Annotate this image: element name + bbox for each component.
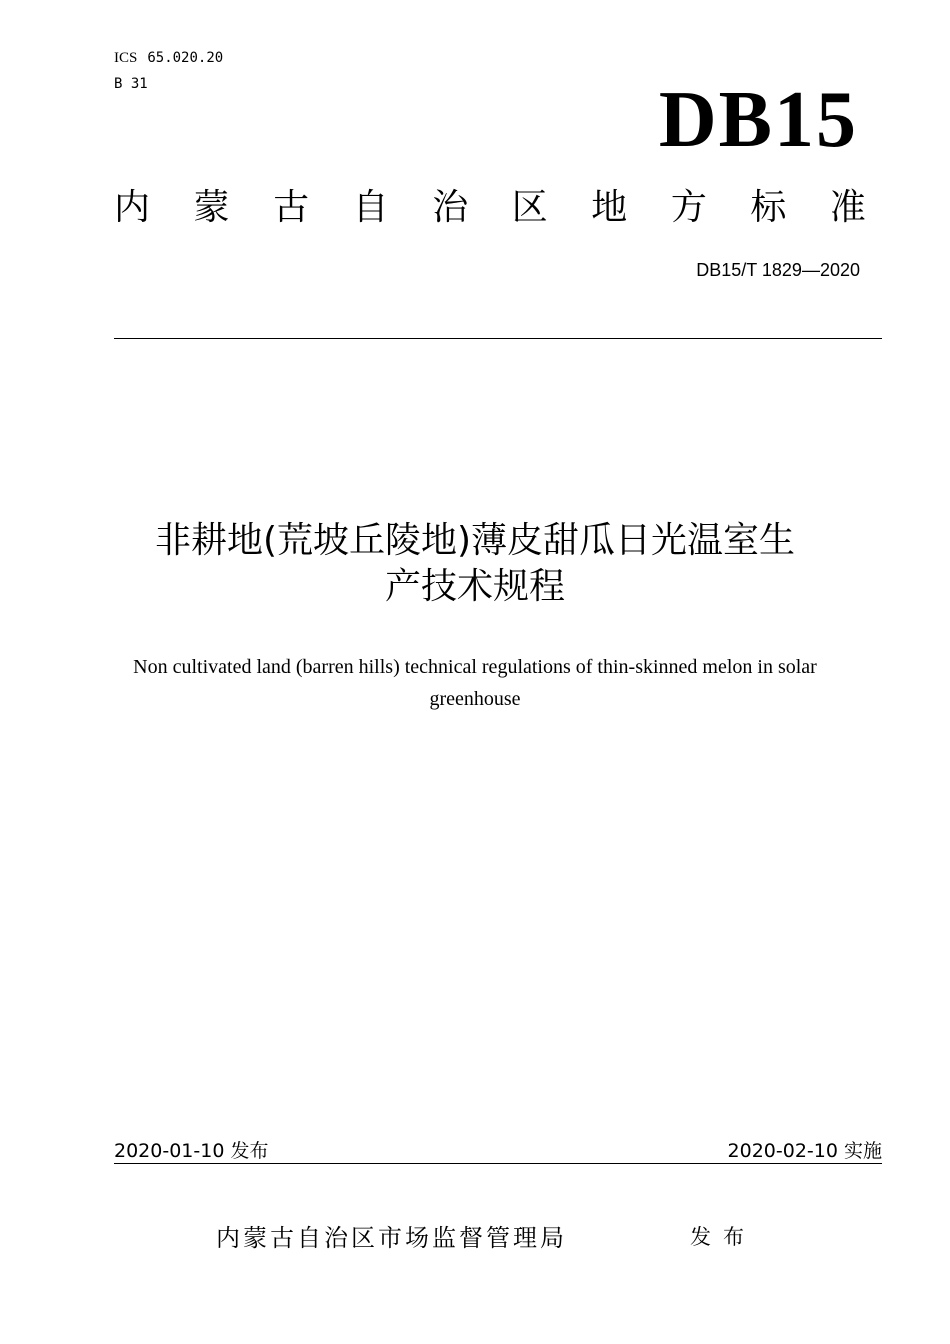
chinese-title-line-1: 非耕地(荒坡丘陵地)薄皮甜瓜日光温室生 <box>154 520 796 561</box>
english-title <box>60 651 890 715</box>
standard-type-char: 蒙 <box>193 187 230 228</box>
standard-type-char: 方 <box>670 187 707 228</box>
issuing-authority: 内蒙古自治区市场监督管理局 <box>216 1224 567 1252</box>
standard-type-char: 内 <box>114 187 151 228</box>
standard-type-title <box>114 186 866 230</box>
implementation-date: 2020-02-10 实施 <box>727 1140 882 1162</box>
ics-classification <box>114 49 223 67</box>
standard-type-char: 地 <box>591 187 628 228</box>
issue-word: 发布 <box>690 1225 756 1249</box>
db15-logo: DB15 <box>658 76 858 164</box>
ccs-code: B 31 <box>114 76 148 92</box>
standard-type-char: 标 <box>750 187 787 228</box>
top-divider <box>114 338 882 339</box>
standard-type-char: 区 <box>511 187 548 228</box>
standard-type-char: 古 <box>273 187 310 228</box>
standard-type-char: 准 <box>829 187 866 228</box>
ics-code: 65.020.20 <box>147 50 224 66</box>
english-title-line-1: Non cultivated land (barren hills) technical regulations of thin-skinned melon in solar <box>133 656 817 678</box>
bottom-divider <box>114 1163 882 1164</box>
issue-date: 2020-01-10 发布 <box>114 1140 269 1162</box>
ics-label: ICS <box>114 50 138 66</box>
standard-type-char: 治 <box>432 187 469 228</box>
english-title-line-2: greenhouse <box>429 688 521 710</box>
standard-type-char: 自 <box>352 187 389 228</box>
chinese-title-line-2: 产技术规程 <box>384 566 565 607</box>
standard-number: DB15/T 1829—2020 <box>696 260 860 280</box>
chinese-title <box>60 518 890 610</box>
